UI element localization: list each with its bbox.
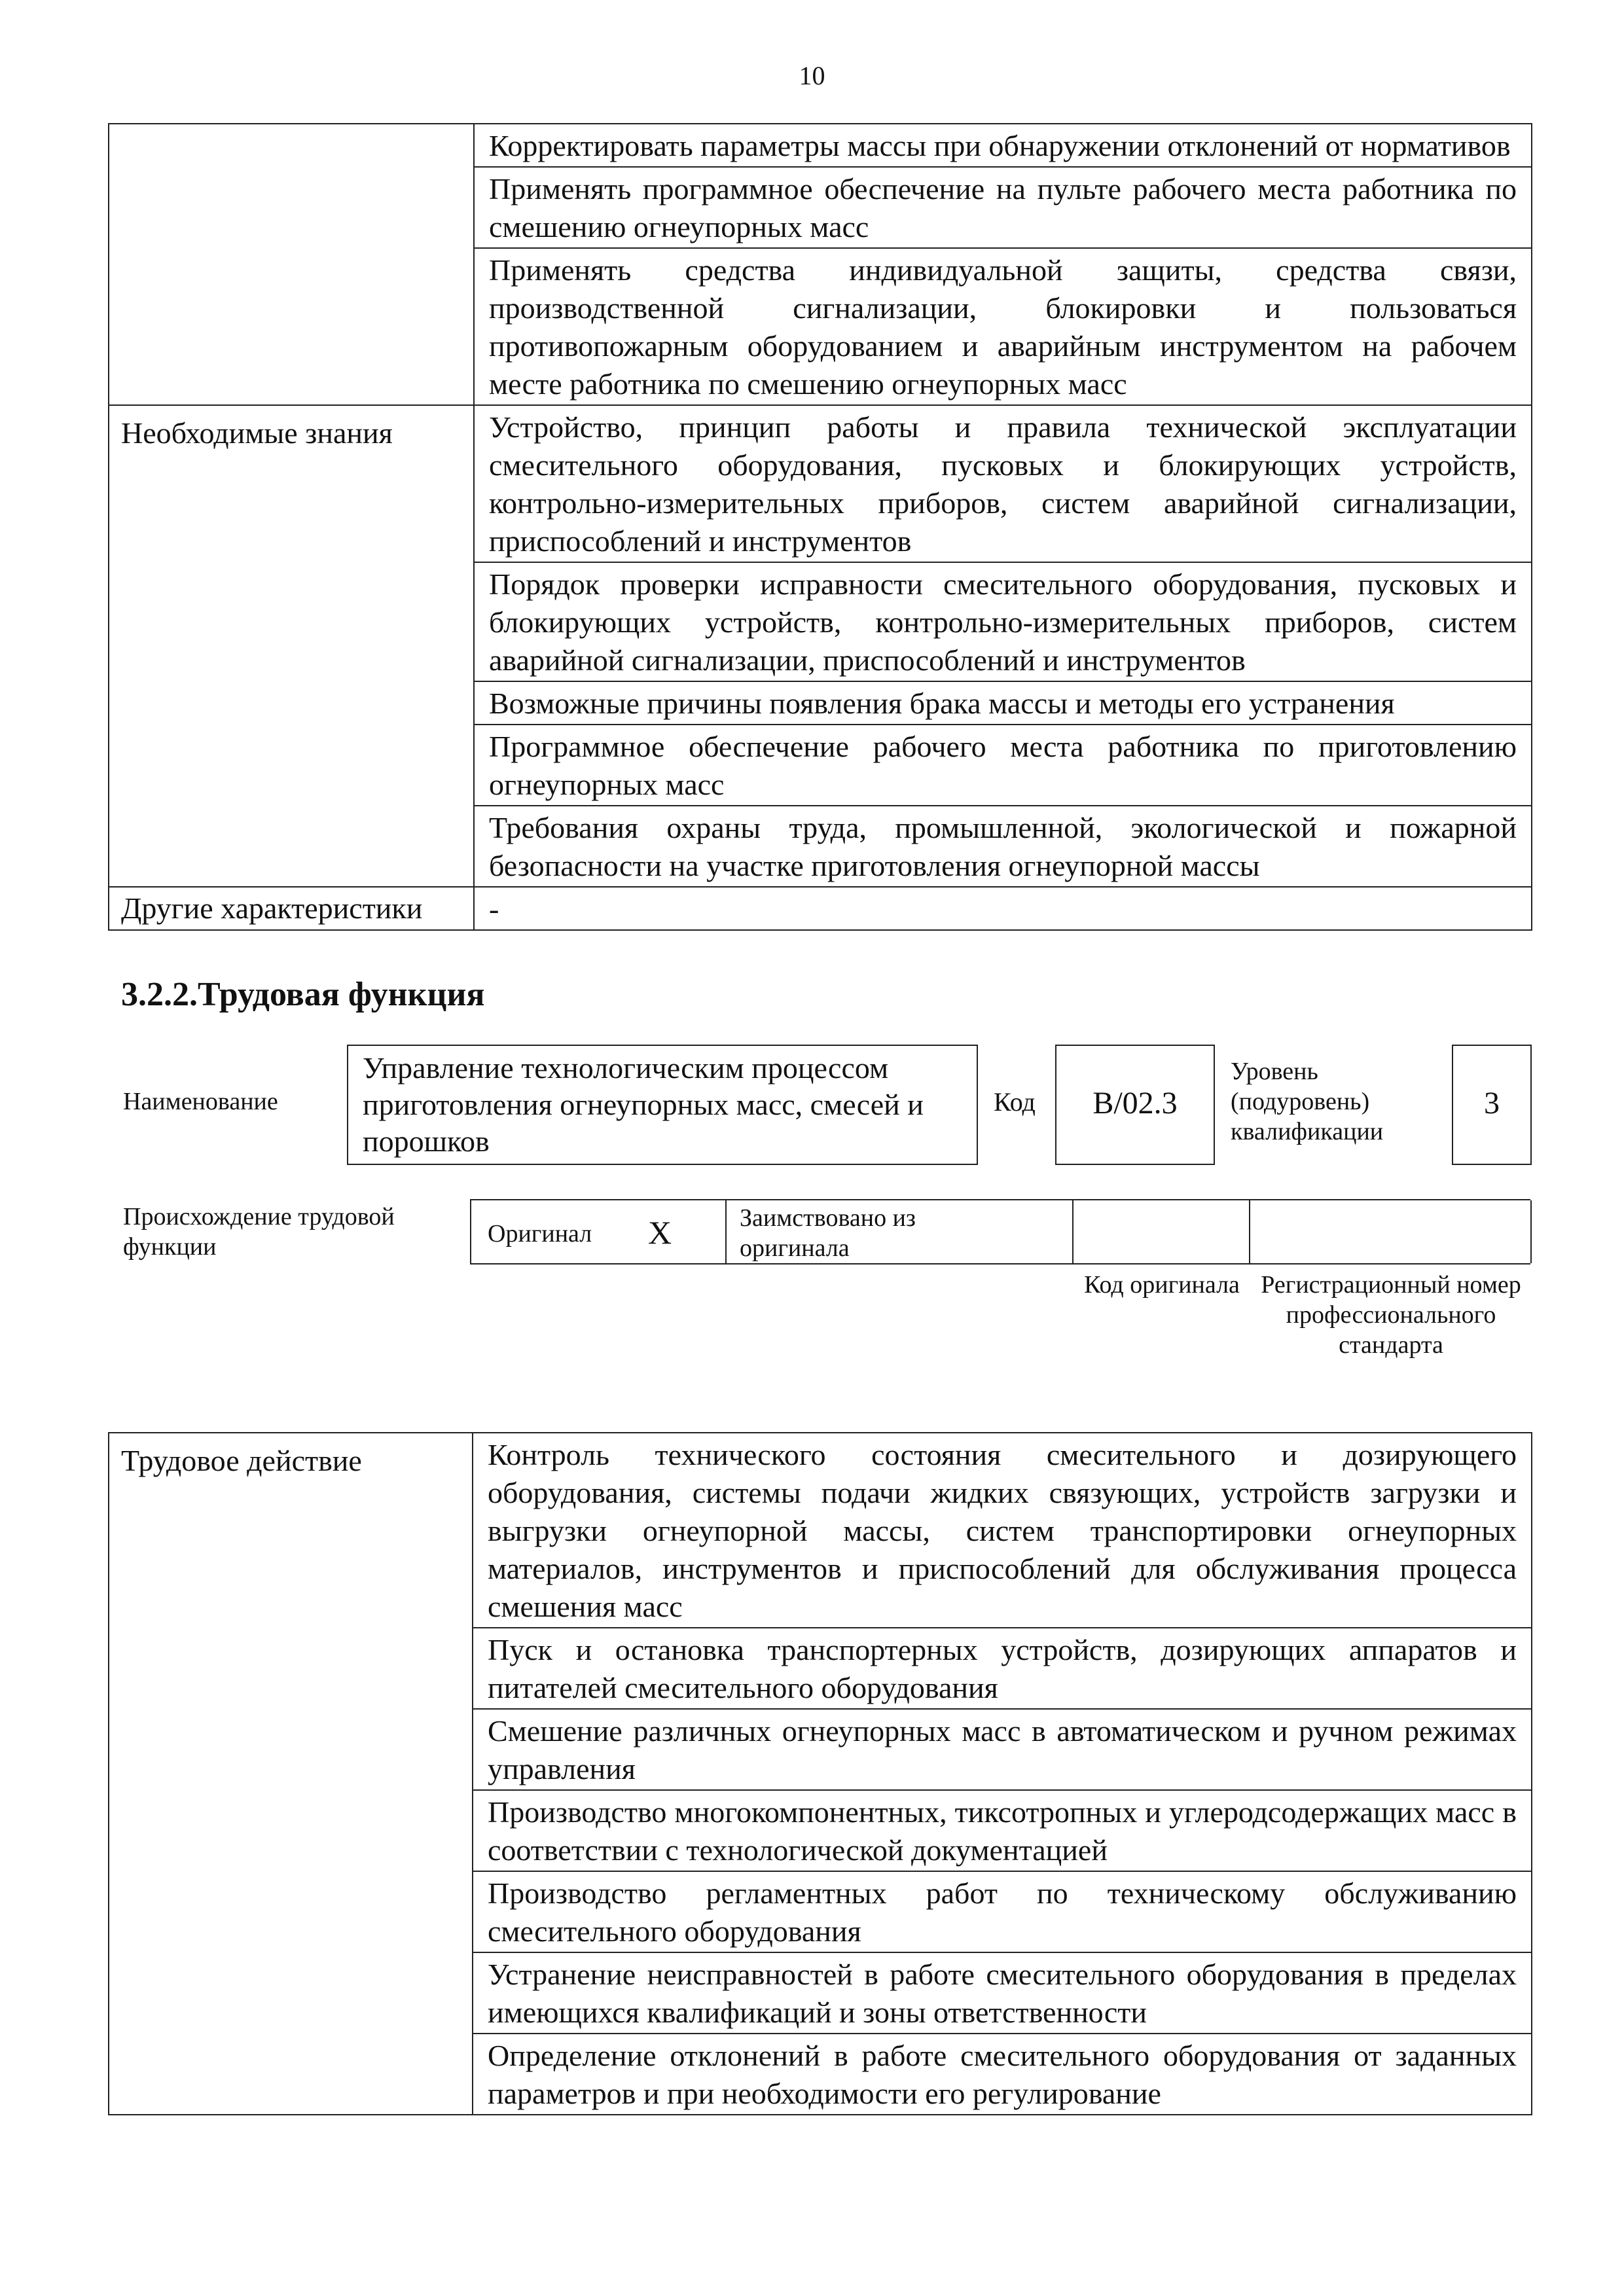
name-label: Наименование bbox=[123, 1088, 278, 1115]
table-cell: Возможные причины появления брака массы и методы его устранения bbox=[474, 681, 1532, 725]
table-cell: Порядок проверки исправности смесительного оборудования, пусковых и блокирующих устройств, контрольно-измерительных приборов, систем аварийной сигнализации, приспособлений и инструментов bbox=[474, 562, 1532, 681]
origin-reg-cell bbox=[1249, 1200, 1532, 1263]
code-value: В/02.3 bbox=[1092, 1086, 1178, 1121]
level-value: 3 bbox=[1484, 1086, 1500, 1121]
table-cell: Требования охраны труда, промышленной, экологической и пожарной безопасности на участке приготовления огнеупорной массы bbox=[474, 806, 1532, 887]
table-cell: Устранение неисправностей в работе смесительного оборудования в пределах имеющихся квалификаций и зоны ответственности bbox=[473, 1952, 1532, 2034]
original-mark: X bbox=[648, 1214, 672, 1251]
table-row bbox=[109, 1433, 1532, 1628]
row-label-other-characteristics: Другие характеристики bbox=[109, 887, 474, 930]
original-label: Оригинал bbox=[488, 1220, 592, 1247]
row-label-labor-action: Трудовое действие bbox=[109, 1433, 473, 2115]
origin-code-cell bbox=[1072, 1200, 1250, 1263]
level-box bbox=[1452, 1045, 1532, 1165]
table-cell: Производство многокомпонентных, тиксотропных и углеродсодержащих масс в соответствии с технологической документацией bbox=[473, 1790, 1532, 1871]
borrowed-label: Заимствовано из оригинала bbox=[740, 1204, 916, 1262]
origin-label: Происхождение трудовой функции bbox=[123, 1203, 395, 1261]
table-cell: Корректировать параметры массы при обнаружении отклонений от нормативов bbox=[474, 124, 1532, 167]
actions-table bbox=[108, 1432, 1532, 2115]
table-cell: Программное обеспечение рабочего места работника по приготовлению огнеупорных масс bbox=[474, 725, 1532, 806]
table-cell: Применять средства индивидуальной защиты, средства связи, производственной сигнализации, блокировки и пользоваться противопожарным оборудованием и аварийным инструментом на рабочем месте работника по смешению огнеупорных масс bbox=[474, 248, 1532, 405]
table-cell: Пуск и остановка транспортерных устройств, дозирующих аппаратов и питателей смесительного оборудования bbox=[473, 1628, 1532, 1709]
skills-table bbox=[108, 123, 1532, 931]
section-heading: 3.2.2.Трудовая функция bbox=[121, 976, 485, 1013]
table-cell: Определение отклонений в работе смесительного оборудования от заданных параметров и при необходимости его регулирование bbox=[473, 2034, 1532, 2115]
page-number: 10 bbox=[799, 61, 825, 90]
table-cell: Устройство, принцип работы и правила технической эксплуатации смесительного оборудования, пусковых и блокирующих устройств, контрольно-измерительных приборов, систем аварийной сигнализации, приспособлений и инструментов bbox=[474, 405, 1532, 562]
row-label-required-knowledge: Необходимые знания bbox=[109, 405, 474, 887]
table-row bbox=[109, 887, 1532, 930]
code-box bbox=[1055, 1045, 1215, 1165]
table-cell: - bbox=[474, 887, 1532, 930]
code-label: Код bbox=[994, 1087, 1036, 1117]
table-cell: Применять программное обеспечение на пульте рабочего места работника по смешению огнеупорных масс bbox=[474, 167, 1532, 248]
table-cell: Производство регламентных работ по техническому обслуживанию смесительного оборудования bbox=[473, 1871, 1532, 1952]
table-cell: Смешение различных огнеупорных масс в автоматическом и ручном режимах управления bbox=[473, 1709, 1532, 1790]
reg-number-caption: Регистрационный номер профессионального стандарта bbox=[1261, 1271, 1521, 1359]
level-label: Уровень (подуровень) квалификации bbox=[1231, 1058, 1384, 1145]
code-original-caption: Код оригинала bbox=[1084, 1271, 1240, 1299]
table-row bbox=[109, 405, 1532, 562]
table-row bbox=[109, 124, 1532, 167]
table-cell: Контроль технического состояния смесительного и дозирующего оборудования, системы подачи жидких связующих, устройств загрузки и выгрузки огнеупорной массы, систем транспортировки огнеупорных материалов, инструментов и приспособлений для обслуживания процесса смешения масс bbox=[473, 1433, 1532, 1628]
origin-row bbox=[470, 1199, 1530, 1265]
row-label bbox=[109, 124, 474, 405]
origin-borrowed-cell bbox=[725, 1200, 1074, 1263]
function-name: Управление технологическим процессом приготовления огнеупорных масс, смесей и порошков bbox=[363, 1051, 924, 1158]
origin-original-cell bbox=[470, 1200, 727, 1263]
name-box bbox=[347, 1045, 978, 1165]
